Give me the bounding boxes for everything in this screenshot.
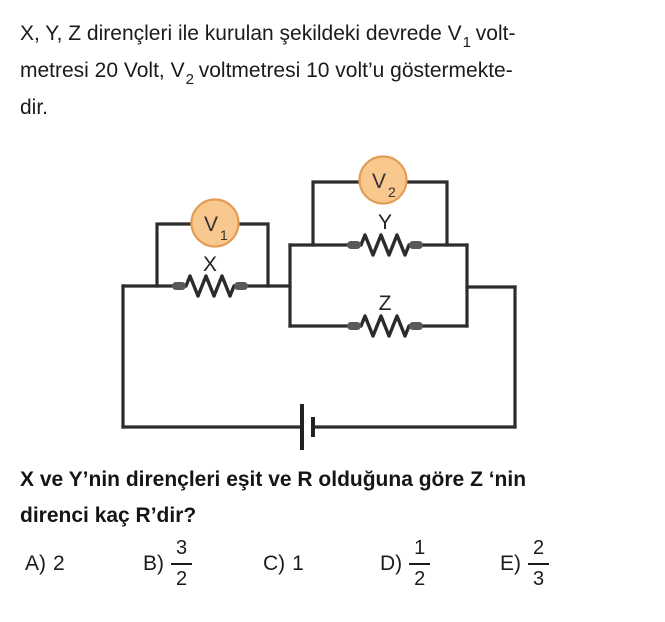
resistor-x-icon <box>186 276 234 296</box>
fraction-numerator: 1 <box>409 536 430 565</box>
option-letter: B) <box>143 552 164 575</box>
option-fraction <box>171 536 192 592</box>
statement-line-1 <box>20 16 515 53</box>
fraction-denominator: 2 <box>414 568 426 590</box>
resistor-y-terminal-right <box>409 241 423 249</box>
voltmeter-v2-sub: 2 <box>388 184 396 200</box>
question-text <box>20 462 526 534</box>
resistor-y-terminal-left <box>347 241 361 249</box>
resistor-y-icon <box>361 235 409 255</box>
fraction-denominator: 3 <box>533 568 545 590</box>
option-letter: E) <box>500 552 521 575</box>
v2-subscript: 2 <box>185 71 194 88</box>
option-letter: C) <box>263 552 286 575</box>
statement-text: volt- <box>469 22 516 45</box>
option-letter: D) <box>380 552 403 575</box>
fraction-numerator: 2 <box>528 536 549 565</box>
option-value: 1 <box>292 552 304 575</box>
question-line-1: X ve Y’nin dirençleri eşit ve R olduğuna göre Z ‘nin <box>20 468 527 491</box>
statement-text: X, Y, Z dirençleri ile kurulan şekildeki devrede V <box>20 22 462 45</box>
resistor-y-label: Y <box>377 211 393 234</box>
voltmeter-v1-sub: 1 <box>220 227 228 243</box>
option-letter: A) <box>25 552 46 575</box>
statement-line-2 <box>20 53 515 90</box>
option-value: 2 <box>53 552 65 575</box>
resistor-x-terminal-right <box>234 282 248 290</box>
resistor-z-terminal-left <box>347 322 361 330</box>
statement-line-3: dir. <box>20 96 49 119</box>
option-fraction <box>528 536 549 592</box>
answer-option-c <box>263 533 304 595</box>
resistor-z-icon <box>361 316 409 336</box>
voltmeter-v1-label: V <box>203 213 219 236</box>
answer-option-e <box>500 533 549 595</box>
statement-text: voltmetresi 10 volt’u göstermekte- <box>192 59 513 82</box>
answer-option-b <box>143 533 192 595</box>
problem-statement <box>20 16 515 125</box>
answer-choices <box>0 533 665 597</box>
resistor-x-terminal-left <box>172 282 186 290</box>
option-fraction <box>409 536 430 592</box>
statement-text: metresi 20 Volt, V <box>20 59 185 82</box>
resistor-x-label: X <box>202 253 218 276</box>
resistor-z-terminal-right <box>409 322 423 330</box>
resistor-z-label: Z <box>378 292 392 315</box>
circuit-diagram <box>0 140 665 460</box>
voltmeter-v2-label: V <box>371 170 387 193</box>
fraction-numerator: 3 <box>171 536 192 565</box>
question-line-2: direnci kaç R’dir? <box>20 504 197 527</box>
answer-option-a <box>25 533 65 595</box>
fraction-denominator: 2 <box>176 568 188 590</box>
v1-subscript: 1 <box>462 34 471 51</box>
answer-option-d <box>380 533 430 595</box>
